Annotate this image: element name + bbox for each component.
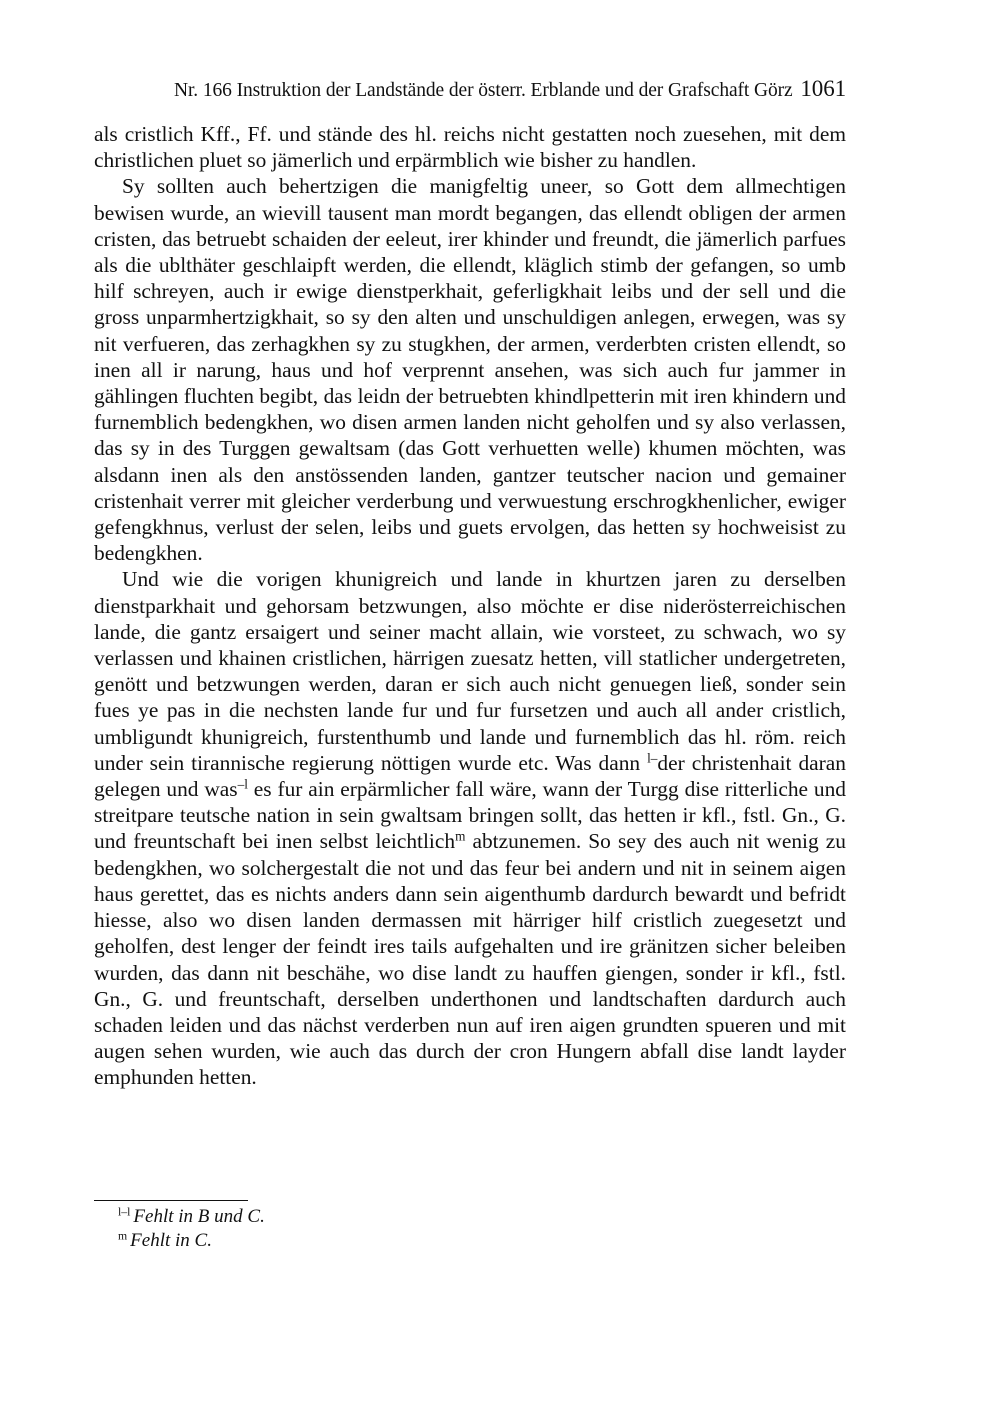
- footnote-2: [118, 1229, 818, 1253]
- footnote-text: Fehlt in C.: [130, 1230, 212, 1251]
- paragraph-3-part-b: der christenhait daran gelegen und was: [94, 750, 846, 802]
- footnote-divider: [94, 1200, 248, 1201]
- paragraph-3-part-a: Und wie die vorigen khunigreich und lande in khurtzen jaren zu derselben dienstparkhait und gehorsam betzwungen, also möchte er dise niderösterreichischen lande, die gantz ersaigert und seiner macht allain, wie vorsteet, zu schwach, wo sy verlassen und khainen cristlichen, härrigen zuesatz hetten, vill statlicher undergetreten, genött und betzwungen werden, daran er sich auch nicht genuegen ließ, sonder sein fues ye pas in die nechsten lande fur und fur fursetzen und auch all ander cristlich, umbligundt khunigreich, furstenthumb und lande und furnemblich das hl. röm. reich under sein tirannische regierung nöttigen wurde etc. Was dann: [94, 567, 846, 775]
- running-title: Nr. 166 Instruktion der Landstände der österr. Erblande und der Grafschaft Görz: [174, 80, 793, 101]
- footnote-1: [118, 1205, 818, 1229]
- footnote-marker-l-close: –l: [237, 776, 248, 792]
- page-number: 1061: [800, 76, 846, 101]
- footnote-mark: l–l: [118, 1205, 131, 1219]
- main-text: [94, 121, 846, 1091]
- paragraph-1: als cristlich Kff., Ff. und stände des hl. reichs nicht gestatten noch zuesehen, mit dem christlichen pluet so jämerlich und erpärmblich wie bisher zu handlen.: [94, 122, 846, 173]
- footnote-text: Fehlt in B und C.: [133, 1206, 265, 1227]
- paragraph-3-part-c: es fur ain erpärmlicher fall wäre, wann der Turgg dise ritterliche und streitpare teutsche nation in sein gwaltsam bringen sollt, das hetten ir kfl., fstl. Gn., G. und freuntschaft bei inen selbst leichtlich: [94, 777, 846, 854]
- paragraph-2: Sy sollten auch behertzigen die manigfeltig uneer, so Gott dem allmechtigen bewisen wurde, an wievill tausent man mordt begangen, das ellendt obligen der armen cristen, das betruebt schaiden der eeleut, irer khinder und freundt, die jämerlich parfues als die ublthäter geschlaipft werden, die ellendt, kläglich stimb der gefangen, so umb hilf schreyen, auch ir ewige dienstperkhait, geferligkhait leibs und der sell und die gross unparmhertzigkhait, so sy den alten und unschuldigen anlegen, erwegen, was sy nit verfueren, das zerhagkhen sy zu stugkhen, der armen, verderbten cristen ellendt, so inen all ir narung, haus und hof verprennt ansehen, was sich auch fur jammer in gählingen fluchten begibt, das leidn der betruebten khindlpetterin mit iren khindern und furnemblich bedengkhen, wo disen armen landen nicht geholfen und sy also verlassen, das sy in des Turggen gewaltsam (das Gott verhuetten welle) khumen möchten, was alsdann inen als den anstössenden landen, gantzer teutscher nacion und gemainer cristenhait verrer mit gleicher verderbung und verwuestung erschrogkhenlicher, ewiger gefengkhnus, verlust der selen, leibs und guets ervolgen, das hetten sy hochweisist zu bedengkhen.: [94, 174, 846, 566]
- footnote-marker-m: m: [455, 829, 466, 845]
- paragraph-3-part-d: abtzunemen. So sey des auch nit wenig zu bedengkhen, wo solchergestalt die not und das feur bei andern und nit in seinem aigen haus gerettet, das es nichts anders dann sein aigenthumb dardurch bewardt und befridt hiesse, also wo disen landen dermassen mit härriger hilf cristlich zuegesetzt und geholfen, dest lenger der feindt ires tails aufgehalten und ire gränitzen sicher beleiben wurden, das dann nit beschähe, wo dise landt zu hauffen giengen, sonder ir kfl., fstl. Gn., G. und freuntschaft, derselben underthonen und landtschaften dardurch auch schaden leiden und das nächst verderben nun auf iren aigen grundten spueren und mit augen sehen wurden, wie auch das durch der cron Hungern abfall dise landt layder emphunden hetten.: [94, 829, 846, 1090]
- footnotes: [118, 1205, 818, 1253]
- paragraph-3: [94, 566, 846, 1090]
- footnote-marker-l-open: l–: [647, 750, 658, 766]
- running-header: [94, 76, 846, 102]
- footnote-mark: m: [118, 1229, 128, 1243]
